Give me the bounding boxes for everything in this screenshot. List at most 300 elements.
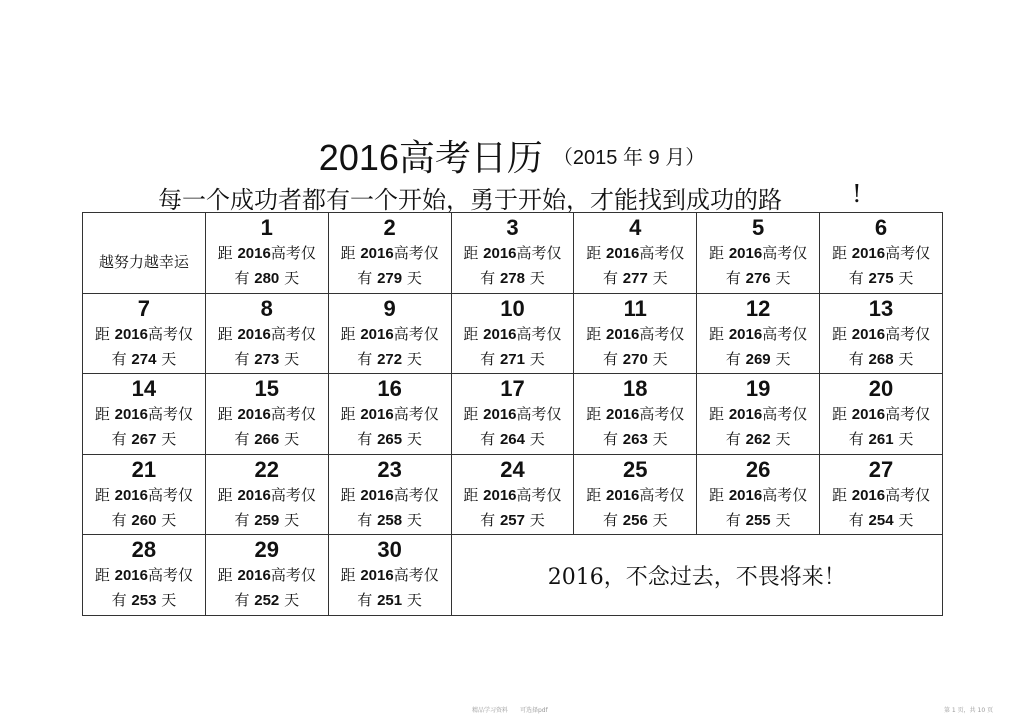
day-number: 27 [868, 456, 894, 482]
label-day: 天 [406, 349, 422, 368]
countdown-line [83, 483, 205, 508]
countdown-line [452, 322, 574, 347]
day-cell [820, 213, 943, 294]
day-number: 8 [260, 295, 273, 321]
day-cell [451, 213, 574, 294]
label-distance: 距 [340, 244, 356, 262]
day-number: 14 [131, 376, 157, 402]
countdown-line [329, 483, 451, 508]
label-exam: 高考仅 [885, 244, 931, 262]
day-cell [697, 454, 820, 535]
day-cell [83, 454, 206, 535]
day-number: 6 [874, 215, 888, 240]
calendar-table [82, 212, 943, 616]
label-day: 天 [284, 269, 300, 287]
label-exam: 高考仅 [148, 485, 194, 504]
exam-year: 2016 [114, 406, 148, 424]
exam-year: 2016 [237, 245, 271, 262]
label-exam: 高考仅 [148, 566, 194, 585]
exam-year: 2016 [360, 325, 394, 343]
label-exam: 高考仅 [762, 405, 808, 424]
label-day: 天 [406, 510, 422, 529]
exam-year: 2016 [606, 325, 640, 343]
label-distance: 距 [709, 405, 725, 424]
day-number: 24 [500, 456, 525, 482]
days-remaining: 252 [254, 592, 280, 610]
label-have: 有 [357, 430, 373, 449]
label-have: 有 [111, 349, 127, 368]
countdown-line [452, 241, 574, 266]
label-have: 有 [848, 269, 864, 287]
slogan-cell [83, 213, 206, 294]
label-day: 天 [529, 510, 545, 529]
day-cell [820, 293, 943, 374]
exam-year: 2016 [851, 245, 886, 262]
exam-year: 2016 [728, 406, 763, 424]
remaining-line [83, 588, 205, 613]
day-cell [328, 293, 451, 374]
label-day: 天 [652, 349, 668, 368]
label-distance: 距 [463, 244, 479, 262]
days-remaining: 265 [377, 431, 403, 449]
day-number: 25 [623, 456, 648, 482]
days-remaining: 254 [868, 511, 894, 529]
remaining-line [329, 347, 451, 372]
exam-year: 2016 [114, 486, 148, 504]
exam-year: 2016 [606, 486, 640, 504]
remaining-line [574, 427, 696, 452]
label-distance: 距 [709, 244, 725, 262]
label-have: 有 [111, 510, 127, 529]
calendar-week-row [83, 213, 943, 294]
label-exam: 高考仅 [639, 485, 685, 504]
label-have: 有 [234, 591, 250, 610]
label-day: 天 [775, 349, 791, 368]
day-number: 19 [745, 376, 771, 402]
countdown-line [83, 322, 205, 347]
label-day: 天 [652, 269, 668, 287]
day-number: 17 [500, 376, 525, 402]
days-remaining: 258 [377, 511, 403, 529]
days-remaining: 269 [745, 350, 771, 368]
label-have: 有 [602, 430, 618, 449]
days-remaining: 260 [131, 511, 157, 529]
label-day: 天 [406, 430, 422, 449]
exam-year: 2016 [360, 245, 394, 262]
day-cell [328, 213, 451, 294]
exam-year: 2016 [728, 325, 763, 343]
label-have: 有 [234, 269, 250, 287]
exam-year: 2016 [728, 245, 763, 262]
remaining-line [697, 508, 819, 533]
label-exam: 高考仅 [148, 405, 194, 424]
label-day: 天 [161, 591, 177, 610]
label-day: 天 [406, 591, 422, 610]
label-day: 天 [406, 269, 422, 287]
days-remaining: 280 [254, 270, 280, 287]
label-day: 天 [161, 510, 177, 529]
remaining-line [329, 588, 451, 613]
days-remaining: 275 [868, 270, 894, 287]
day-number: 18 [623, 376, 648, 402]
label-exam: 高考仅 [270, 405, 316, 424]
exam-year: 2016 [483, 406, 517, 424]
remaining-line [206, 266, 328, 291]
calendar-week-row [83, 374, 943, 455]
day-cell [83, 535, 206, 616]
day-cell [205, 213, 328, 294]
label-have: 有 [848, 510, 864, 529]
label-distance: 距 [709, 324, 725, 343]
page-title [0, 130, 1024, 181]
remaining-line [697, 427, 819, 452]
label-distance: 距 [831, 405, 847, 424]
remaining-line [83, 427, 205, 452]
label-day: 天 [284, 349, 300, 368]
label-have: 有 [480, 349, 496, 368]
countdown-line [206, 241, 328, 266]
remaining-line [329, 508, 451, 533]
exam-year: 2016 [851, 325, 886, 343]
days-remaining: 270 [622, 350, 648, 368]
day-number: 11 [623, 295, 647, 321]
day-cell [205, 374, 328, 455]
label-exam: 高考仅 [762, 324, 808, 343]
label-day: 天 [284, 430, 300, 449]
label-distance: 距 [94, 324, 110, 343]
countdown-line [697, 402, 819, 427]
countdown-line [574, 322, 696, 347]
day-cell [451, 374, 574, 455]
day-cell [205, 454, 328, 535]
countdown-line [820, 322, 942, 347]
label-exam: 高考仅 [639, 405, 685, 424]
day-number: 5 [752, 215, 765, 240]
label-distance: 距 [217, 324, 233, 343]
day-number: 15 [254, 376, 279, 402]
day-number: 23 [377, 456, 402, 482]
remaining-line [820, 427, 942, 452]
label-distance: 距 [831, 244, 847, 262]
label-distance: 距 [340, 405, 356, 424]
label-have: 有 [602, 510, 618, 529]
label-distance: 距 [217, 244, 233, 262]
day-cell [574, 293, 697, 374]
label-have: 有 [848, 349, 864, 368]
label-day: 天 [284, 510, 300, 529]
remaining-line [329, 427, 451, 452]
label-distance: 距 [586, 485, 602, 504]
remaining-line [574, 266, 696, 291]
days-remaining: 273 [254, 350, 280, 368]
label-exam: 高考仅 [393, 324, 439, 343]
exam-year: 2016 [114, 325, 148, 343]
day-number: 22 [254, 456, 279, 482]
day-cell [697, 293, 820, 374]
days-remaining: 261 [868, 431, 894, 449]
countdown-line [820, 241, 942, 266]
days-remaining: 257 [499, 511, 525, 529]
day-number: 12 [745, 295, 771, 321]
label-day: 天 [161, 349, 177, 368]
slogan-text: 越努力越幸运 [98, 253, 189, 271]
countdown-line [820, 483, 942, 508]
label-have: 有 [725, 510, 741, 529]
day-number: 1 [260, 215, 273, 240]
countdown-line [697, 322, 819, 347]
countdown-line [452, 483, 574, 508]
label-distance: 距 [94, 566, 110, 585]
label-distance: 距 [94, 405, 110, 424]
countdown-line [329, 402, 451, 427]
exam-year: 2016 [360, 567, 394, 585]
label-day: 天 [652, 430, 668, 449]
remaining-line [206, 588, 328, 613]
label-have: 有 [480, 269, 496, 287]
days-remaining: 277 [622, 270, 648, 287]
countdown-line [574, 241, 696, 266]
label-exam: 高考仅 [516, 405, 562, 424]
label-exam: 高考仅 [393, 485, 439, 504]
day-number: 29 [254, 537, 279, 563]
label-exam: 高考仅 [516, 244, 562, 262]
motto-text: 每一个成功者都有一个开始，勇于开始，才能找到成功的路 [158, 186, 782, 214]
motto [158, 180, 862, 215]
label-exam: 高考仅 [885, 485, 931, 504]
exam-year: 2016 [360, 486, 394, 504]
calendar-week-row [83, 293, 943, 374]
label-day: 天 [898, 510, 914, 529]
exam-year: 2016 [606, 245, 640, 262]
label-day: 天 [161, 430, 177, 449]
day-number: 20 [868, 376, 894, 402]
day-cell [451, 293, 574, 374]
label-have: 有 [725, 269, 741, 287]
label-day: 天 [898, 430, 914, 449]
remaining-line [206, 427, 328, 452]
label-distance: 距 [340, 485, 356, 504]
countdown-line [83, 402, 205, 427]
label-exam: 高考仅 [148, 324, 194, 343]
label-distance: 距 [709, 485, 725, 504]
exam-year: 2016 [237, 486, 271, 504]
days-remaining: 262 [745, 431, 771, 449]
days-remaining: 278 [499, 270, 525, 287]
exam-year: 2016 [237, 325, 271, 343]
calendar-week-row [83, 535, 943, 616]
label-distance: 距 [217, 566, 233, 585]
day-number: 13 [868, 295, 894, 321]
day-cell [697, 213, 820, 294]
label-exam: 高考仅 [516, 324, 562, 343]
label-have: 有 [602, 349, 618, 368]
label-distance: 距 [586, 244, 602, 262]
label-have: 有 [357, 269, 373, 287]
label-distance: 距 [831, 485, 847, 504]
label-have: 有 [725, 430, 741, 449]
exam-year: 2016 [606, 406, 640, 424]
days-remaining: 255 [745, 511, 771, 529]
label-exam: 高考仅 [885, 405, 931, 424]
exam-year: 2016 [483, 245, 517, 262]
label-day: 天 [775, 269, 791, 287]
footer-page-number: 第 1 页，共 10 页 [944, 707, 994, 714]
label-exam: 高考仅 [393, 405, 439, 424]
title-text: 高考日历 [398, 138, 543, 179]
label-have: 有 [357, 510, 373, 529]
motto-exclamation: ! [852, 180, 862, 208]
footer-center: 精品学习资料 可选择pdf [472, 707, 548, 714]
label-exam: 高考仅 [762, 244, 808, 262]
label-distance: 距 [463, 405, 479, 424]
days-remaining: 266 [254, 431, 280, 449]
day-cell [83, 293, 206, 374]
label-have: 有 [234, 349, 250, 368]
day-cell [205, 535, 328, 616]
countdown-line [206, 322, 328, 347]
day-cell [328, 374, 451, 455]
days-remaining: 251 [377, 592, 403, 610]
exam-year: 2016 [114, 567, 148, 585]
remaining-line [452, 427, 574, 452]
label-day: 天 [529, 430, 545, 449]
day-cell [820, 374, 943, 455]
day-number: 3 [506, 215, 519, 240]
countdown-line [697, 483, 819, 508]
label-have: 有 [602, 269, 618, 287]
countdown-line [820, 402, 942, 427]
closing-quote-text: 2016，不念过去，不畏将来！ [547, 564, 846, 590]
remaining-line [206, 347, 328, 372]
label-day: 天 [775, 510, 791, 529]
remaining-line [820, 347, 942, 372]
exam-year: 2016 [360, 406, 394, 424]
day-number: 9 [383, 295, 396, 321]
label-day: 天 [898, 269, 914, 287]
days-remaining: 276 [745, 270, 771, 287]
day-number: 2 [383, 215, 396, 240]
remaining-line [452, 508, 574, 533]
remaining-line [452, 347, 574, 372]
label-day: 天 [529, 269, 545, 287]
countdown-line [83, 563, 205, 588]
label-distance: 距 [463, 324, 479, 343]
label-distance: 距 [463, 485, 479, 504]
label-exam: 高考仅 [885, 324, 931, 343]
remaining-line [206, 508, 328, 533]
label-day: 天 [529, 349, 545, 368]
exam-year: 2016 [483, 486, 517, 504]
remaining-line [83, 508, 205, 533]
label-distance: 距 [586, 405, 602, 424]
day-cell [820, 454, 943, 535]
remaining-line [820, 508, 942, 533]
label-have: 有 [357, 591, 373, 610]
label-distance: 距 [586, 324, 602, 343]
day-cell [205, 293, 328, 374]
days-remaining: 271 [499, 350, 525, 368]
label-exam: 高考仅 [270, 244, 316, 262]
days-remaining: 256 [622, 511, 648, 529]
label-day: 天 [284, 591, 300, 610]
label-day: 天 [775, 430, 791, 449]
days-remaining: 274 [131, 350, 157, 368]
label-exam: 高考仅 [639, 244, 685, 262]
title-year: 2016 [318, 137, 399, 178]
label-exam: 高考仅 [393, 244, 439, 262]
label-distance: 距 [217, 485, 233, 504]
exam-year: 2016 [237, 567, 271, 585]
countdown-line [697, 241, 819, 266]
label-have: 有 [357, 349, 373, 368]
day-number: 30 [377, 537, 402, 563]
day-number: 10 [500, 295, 525, 321]
label-distance: 距 [340, 566, 356, 585]
days-remaining: 253 [131, 592, 157, 610]
label-exam: 高考仅 [516, 485, 562, 504]
day-number: 16 [377, 376, 402, 402]
day-cell [328, 454, 451, 535]
day-cell [574, 454, 697, 535]
remaining-line [574, 508, 696, 533]
countdown-line [206, 402, 328, 427]
label-exam: 高考仅 [270, 485, 316, 504]
day-number: 28 [131, 537, 157, 563]
exam-year: 2016 [728, 486, 763, 504]
day-cell [574, 213, 697, 294]
countdown-line [452, 402, 574, 427]
label-day: 天 [898, 349, 914, 368]
label-distance: 距 [831, 324, 847, 343]
day-number: 7 [137, 295, 151, 321]
days-remaining: 268 [868, 350, 894, 368]
exam-year: 2016 [851, 406, 886, 424]
exam-year: 2016 [237, 406, 271, 424]
day-cell [451, 454, 574, 535]
day-number: 4 [629, 215, 642, 240]
label-have: 有 [725, 349, 741, 368]
remaining-line [83, 347, 205, 372]
label-exam: 高考仅 [639, 324, 685, 343]
label-have: 有 [480, 430, 496, 449]
label-have: 有 [111, 430, 127, 449]
remaining-line [820, 266, 942, 291]
label-have: 有 [848, 430, 864, 449]
countdown-line [329, 241, 451, 266]
exam-year: 2016 [851, 486, 886, 504]
label-distance: 距 [340, 324, 356, 343]
day-cell [574, 374, 697, 455]
countdown-line [329, 322, 451, 347]
days-remaining: 264 [499, 431, 525, 449]
calendar-week-row [83, 454, 943, 535]
day-cell [83, 374, 206, 455]
label-exam: 高考仅 [762, 485, 808, 504]
day-number: 26 [745, 456, 771, 482]
exam-year: 2016 [483, 325, 517, 343]
days-remaining: 267 [131, 431, 157, 449]
day-cell [697, 374, 820, 455]
label-exam: 高考仅 [393, 566, 439, 585]
days-remaining: 279 [377, 270, 403, 287]
remaining-line [574, 347, 696, 372]
label-exam: 高考仅 [270, 566, 316, 585]
countdown-line [574, 483, 696, 508]
label-have: 有 [234, 510, 250, 529]
countdown-line [206, 563, 328, 588]
remaining-line [452, 266, 574, 291]
label-have: 有 [480, 510, 496, 529]
